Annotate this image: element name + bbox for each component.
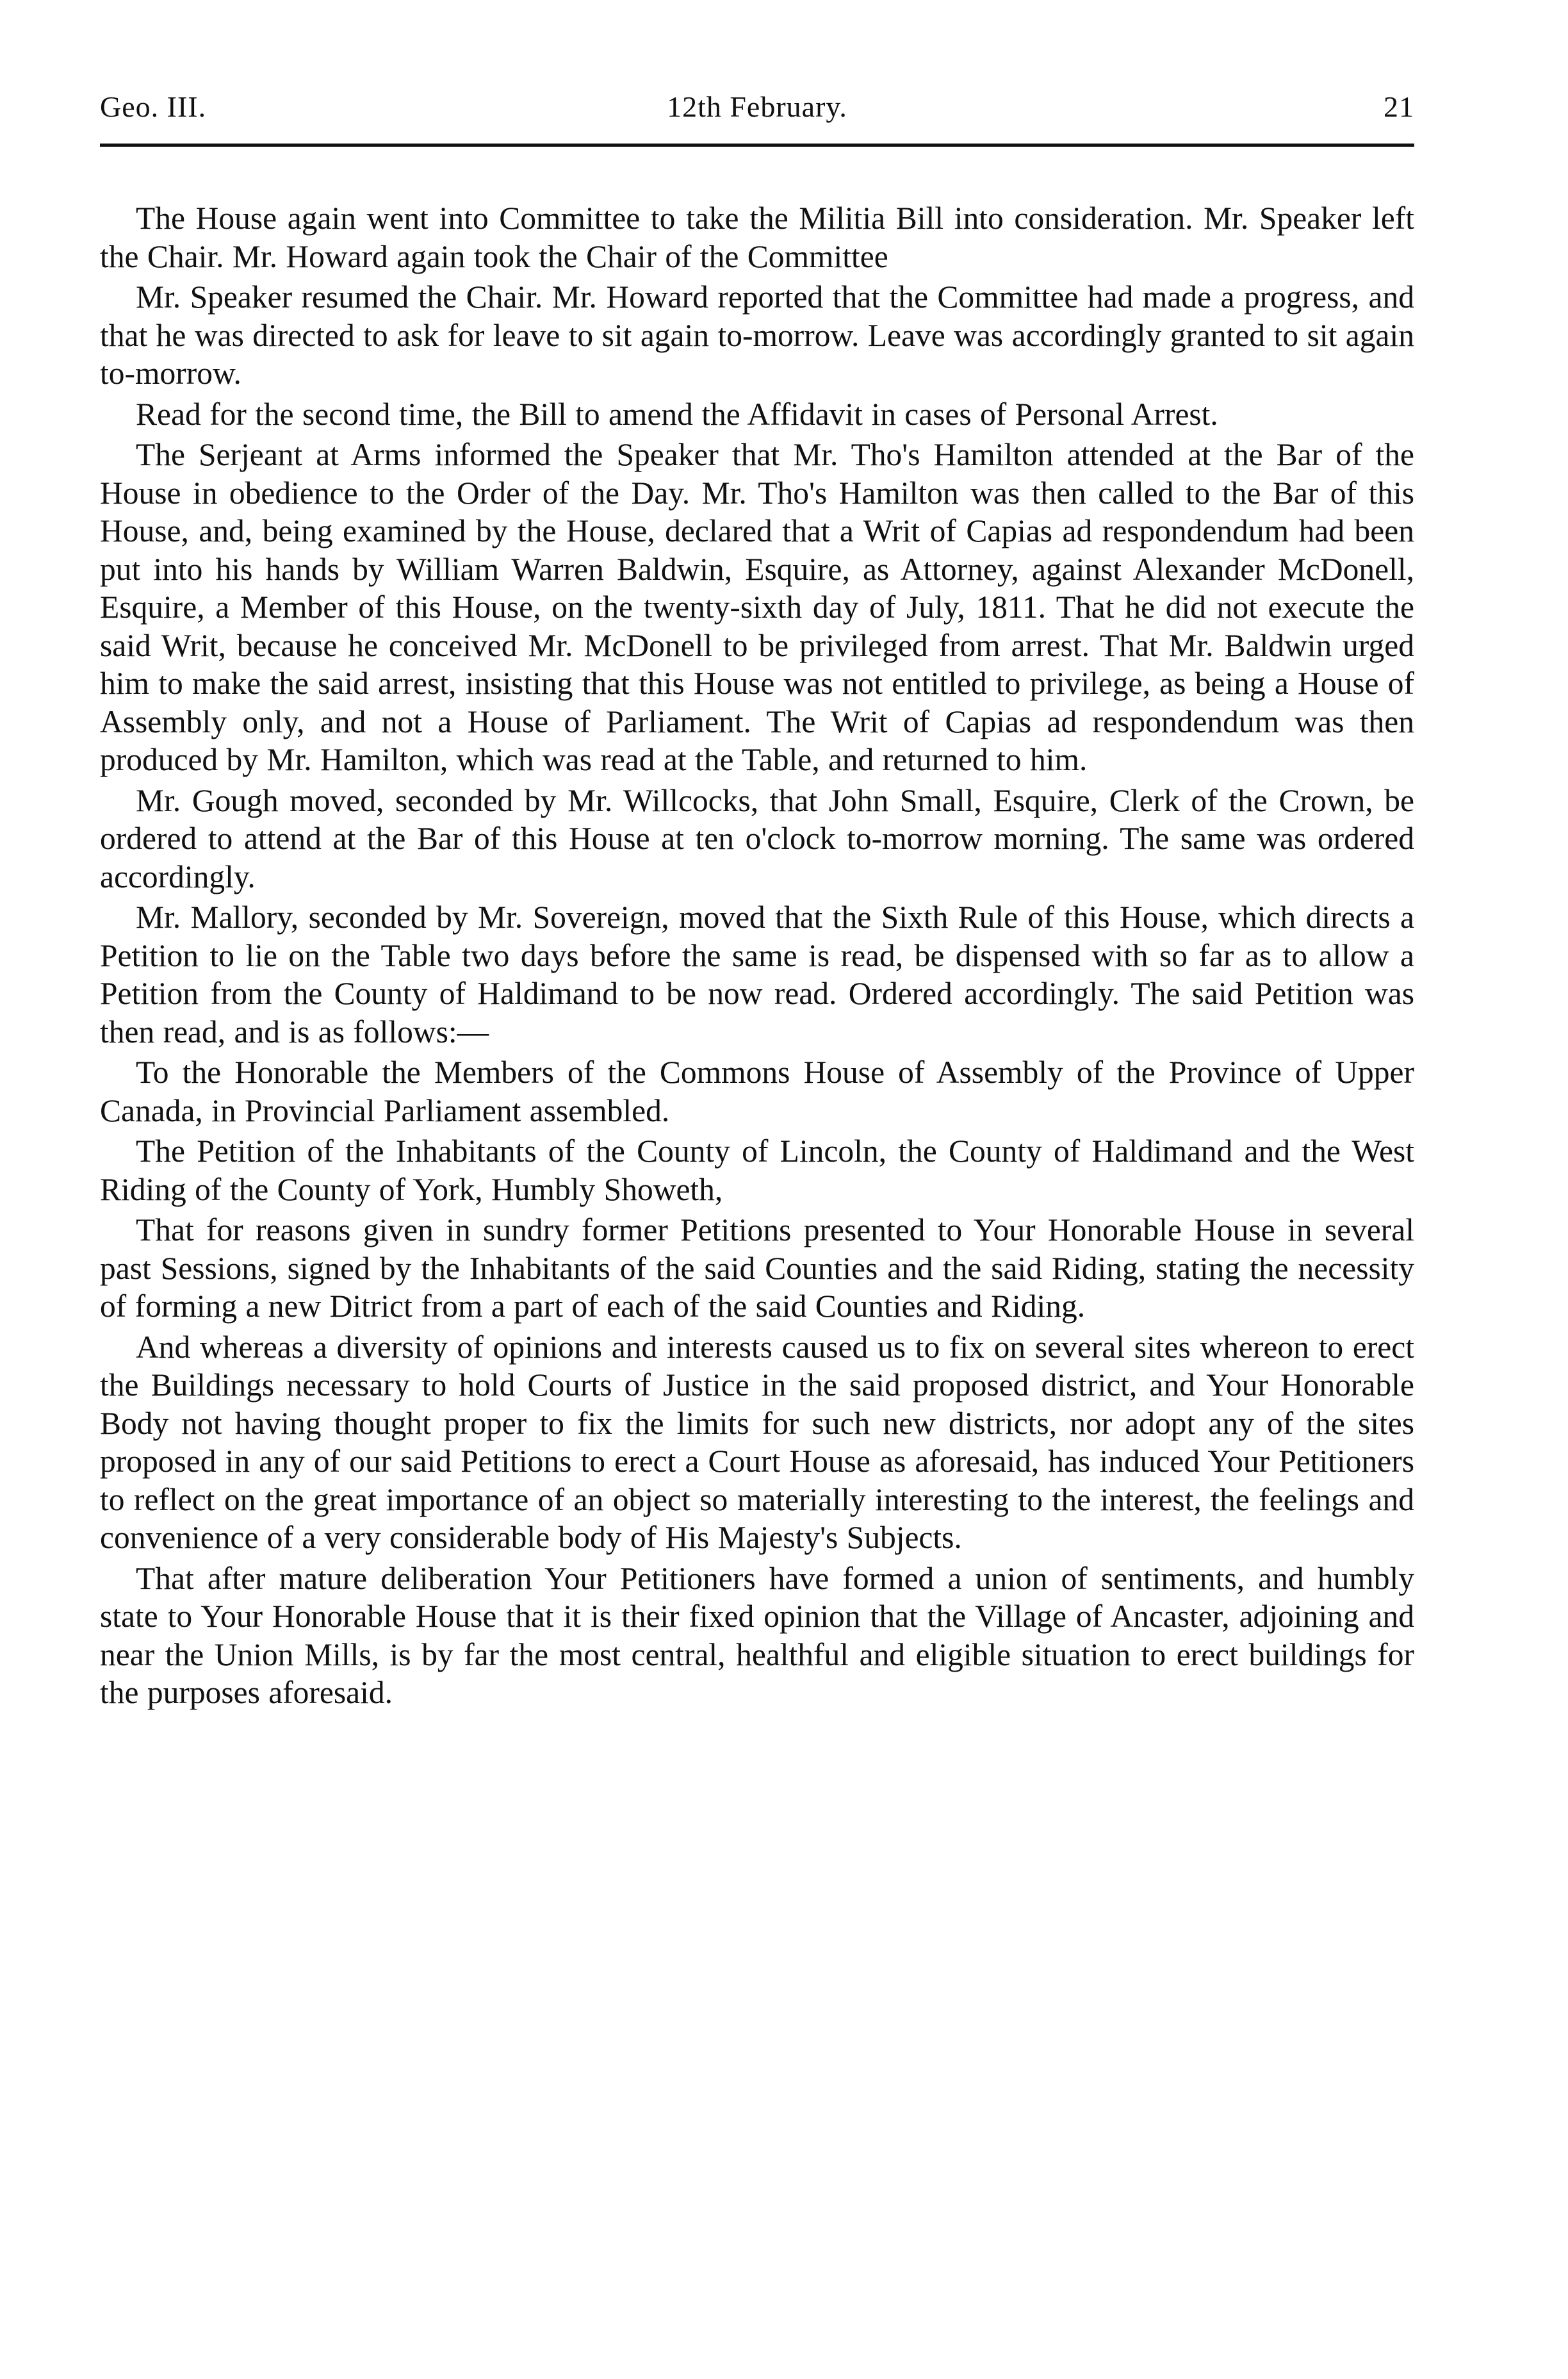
paragraph-petition-whereas: And whereas a diversity of opinions and interests caused us to fix on several sites whereon to erect the Buildings necessary to hold Courts of Justice in the said proposed district, and Your Honorable Body not having thought proper to fix the limits for such new districts, nor adopt any of the sites proposed in any of our said Petitions to erect a Court House as aforesaid, has induced Your Petitioners to reflect on the great importance of an object so materially interesting to the interest, the feelings and convenience of a very considerable body of His Majesty's Subjects. <box>100 1329 1414 1555</box>
paragraph-serjeant-report: The Serjeant at Arms informed the Speaker that Mr. Tho's Hamilton attended at the Bar of the House in obedience to the Order of the Day. Mr. Tho's Hamilton was then called to the Bar of this House, and, being examined by the House, declared that a Writ of Capias ad respondendum had been put into his hands by William Warren Baldwin, Esquire, as Attorney, against Alexander McDonell, Esquire, a Member of this House, on the twenty-sixth day of July, 1811. That he did not execute the said Writ, because he conceived Mr. McDonell to be privileged from arrest. That Mr. Baldwin urged him to make the said arrest, insisting that this House was not entitled to privilege, as being a House of Assembly only, and not a House of Parliament. The Writ of Capias ad respondendum was then produced by Mr. Hamilton, which was read at the Table, and returned to him. <box>100 437 1414 777</box>
paragraph-affidavit-bill: Read for the second time, the Bill to amend the Affidavit in cases of Personal Arrest. <box>136 396 1218 432</box>
reign-label: Geo. III. <box>100 90 207 123</box>
paragraph-gough-motion: Mr. Gough moved, seconded by Mr. Willcocks, that John Small, Esquire, Clerk of the Crown, be ordered to attend at the Bar of this House at ten o'clock to-morrow morning. The same was ordered accordingly. <box>100 782 1414 894</box>
page-number: 21 <box>1384 90 1414 123</box>
paragraph-petition-reasons: That for reasons given in sundry former Petitions presented to Your Honorable House in several past Sessions, signed by the Inhabitants of the said Counties and the said Riding, stating the necessity of forming a new Ditrict from a part of each of the said Counties and Riding. <box>100 1212 1414 1324</box>
running-head <box>100 90 1414 135</box>
body-text <box>100 199 1414 1712</box>
paragraph-petition-address: To the Honorable the Members of the Commons House of Assembly of the Province of Upper Canada, in Provincial Parliament assembled. <box>100 1055 1414 1128</box>
header-rule <box>100 144 1414 147</box>
paragraph-speaker-resumed: Mr. Speaker resumed the Chair. Mr. Howard reported that the Committee had made a progress, and that he was directed to ask for leave to sit again to-morrow. Leave was accordingly granted to sit again to-morrow. <box>100 279 1414 391</box>
paragraph-petition-ancaster: That after mature deliberation Your Petitioners have formed a union of sentiments, and humbly state to Your Honorable House that it is their fixed opinion that the Village of Ancaster, adjoining and near the Union Mills, is by far the most central, healthful and eligible situation to erect buildings for the purposes aforesaid. <box>100 1560 1414 1710</box>
paragraph-mallory-motion: Mr. Mallory, seconded by Mr. Sovereign, moved that the Sixth Rule of this House, which directs a Petition to lie on the Table two days before the same is read, be dispensed with so far as to allow a Petition from the County of Haldimand to be now read. Ordered accordingly. The said Petition was then read, and is as follows:— <box>100 900 1414 1050</box>
paragraph-petition-title: The Petition of the Inhabitants of the County of Lincoln, the County of Haldimand and the West Riding of the County of York, Humbly Showeth, <box>100 1133 1414 1207</box>
paragraph-militia-committee: The House again went into Committee to take the Militia Bill into consideration. Mr. Speaker left the Chair. Mr. Howard again took the Chair of the Committee <box>100 201 1414 274</box>
document-page <box>100 90 1414 1712</box>
date-heading: 12th February. <box>667 90 847 123</box>
